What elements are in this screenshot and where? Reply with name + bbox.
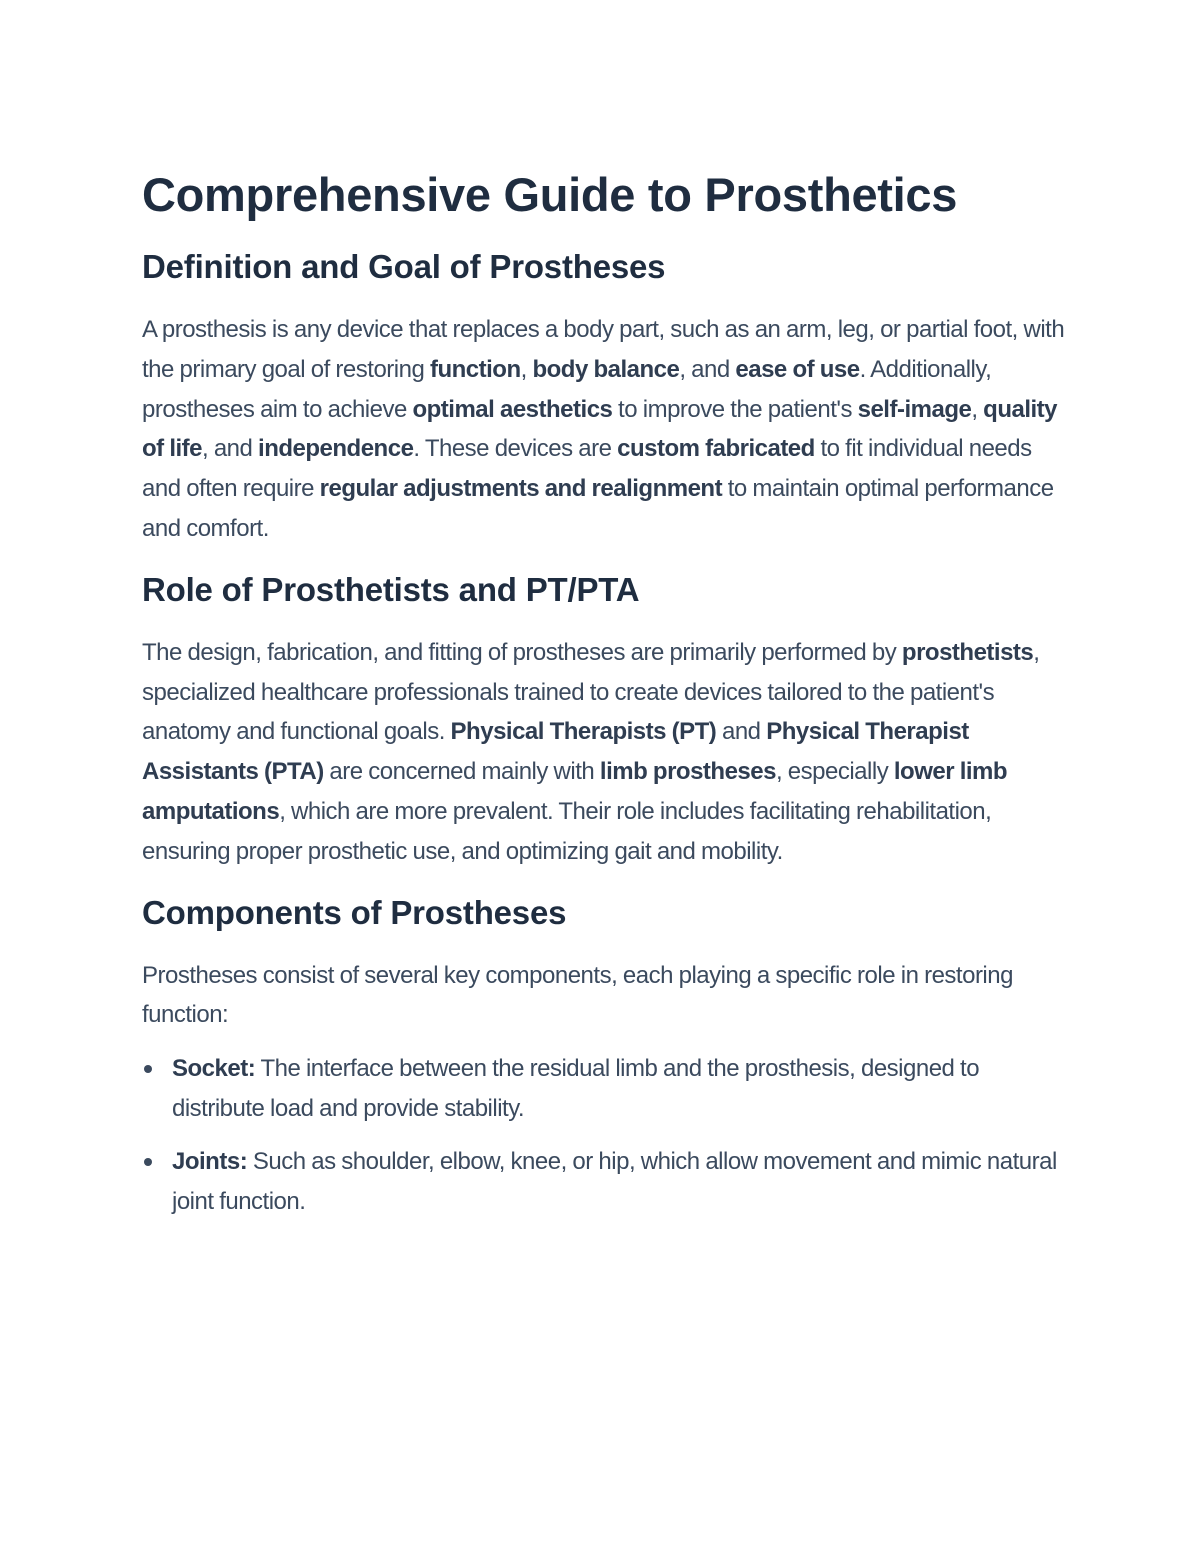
section-paragraph-definition (142, 310, 1072, 549)
document-page (142, 160, 1072, 1234)
section-heading-components: Components of Prostheses (142, 893, 567, 931)
section-heading-role: Role of Prosthetists and PT/PTA (142, 570, 640, 608)
text-run: , specialized healthcare professionals trained to create devices tailored to the patient's anatomy and functional goals. (142, 638, 1040, 746)
emphasized-text: limb prostheses (599, 758, 776, 786)
list-item-term: Socket (172, 1055, 248, 1083)
list-item-separator: : (239, 1147, 248, 1175)
emphasized-text: function (429, 355, 521, 383)
text-run: , which are more prevalent. Their role includes facilitating rehabilitation, ensuring proper prosthetic use, and optimizing gait and mobility. (142, 797, 992, 865)
text-run: A prosthesis is any device that replaces a body part, such as an arm, leg, or partial foot, with the primary goal of restoring (142, 316, 1065, 383)
section-paragraph-components (142, 956, 1072, 1036)
list-item-text: Such as shoulder, elbow, knee, or hip, which allow movement and mimic natural joint function. (172, 1147, 1057, 1215)
text-run: Prostheses consist of several key components, each playing a specific role in restoring function: (142, 961, 1013, 1029)
emphasized-text: Physical Therapist Assistants (PTA) (142, 718, 969, 786)
list-item-separator: : (247, 1055, 256, 1083)
text-run: to improve the patient's (612, 395, 858, 423)
emphasized-text: Physical Therapists (PT) (450, 718, 717, 746)
text-run: , and (202, 435, 259, 463)
emphasized-text: self-image (857, 395, 972, 423)
emphasized-text: quality of life (142, 395, 1058, 463)
page-title: Comprehensive Guide to Prosthetics (142, 168, 958, 221)
emphasized-text: independence (258, 435, 414, 463)
components-list (142, 1049, 1072, 1221)
list-item-term: Joints (172, 1147, 240, 1175)
text-run: . These devices are (413, 435, 618, 463)
text-run: to fit individual needs and often require (142, 435, 1032, 503)
emphasized-text: custom fabricated (617, 435, 815, 463)
bullet-icon (144, 1158, 152, 1166)
text-run: , and (679, 355, 736, 383)
text-run: , especially (775, 758, 894, 786)
list-item-joints (142, 1142, 1072, 1222)
section-paragraph-role (142, 633, 1072, 872)
emphasized-text: ease of use (735, 355, 860, 383)
text-run: are concerned mainly with (323, 758, 600, 786)
text-run: The design, fabrication, and fitting of prostheses are primarily performed by (142, 638, 902, 666)
emphasized-text: lower limb amputations (142, 758, 1008, 825)
emphasized-text: optimal aesthetics (412, 395, 613, 423)
emphasized-text: regular adjustments and realignment (319, 475, 723, 503)
emphasized-text: prosthetists (901, 638, 1034, 666)
text-run: , (971, 395, 984, 423)
bullet-icon (144, 1065, 152, 1073)
list-item-socket (142, 1049, 1072, 1129)
emphasized-text: body balance (532, 355, 680, 383)
text-run: , (520, 355, 533, 383)
text-run: . Additionally, prostheses aim to achieve (142, 355, 992, 423)
section-heading-definition: Definition and Goal of Prostheses (142, 248, 666, 285)
text-run: and (716, 718, 767, 746)
text-run: to maintain optimal performance and comfort. (142, 475, 1054, 542)
list-item-text: The interface between the residual limb and the prosthesis, designed to distribute load and provide stability. (172, 1055, 980, 1122)
